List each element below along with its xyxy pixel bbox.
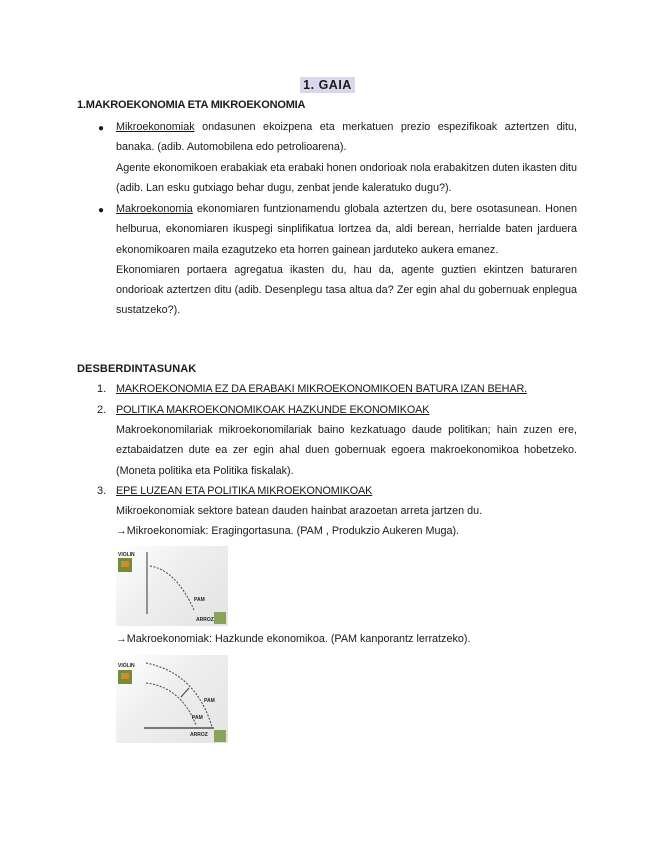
y-axis-label: VIOLIN: [118, 552, 135, 558]
list-item-title: MAKROEKONOMIA EZ DA ERABAKI MIKROEKONOMIKOEN BATURA IZAN BEHAR.: [116, 383, 528, 395]
term-mikroekonomiak: Mikroekonomiak: [116, 121, 195, 133]
bullet-mikroekonomia: Mikroekonomiak ondasunen ekoizpena eta merkatuen prezio espezifikoak aztertzen ditu, banaka. (adib. Automobilena edo petrolioarena). Agente ekonomikoen erabakiak eta erabaki honen ondorioak nola erabakitzen duten ikasten ditu (adib. Lan esku gutxiago behar dugu, zenbat jende kaleratuko dugu?).: [116, 121, 577, 194]
list-item-text: Mikroekonomiak sektore batean dauden hainbat arazoetan arreta jartzen du.: [116, 505, 483, 517]
section-heading-desberdintasunak: DESBERDINTASUNAK: [77, 363, 197, 375]
bullet-icon: ●: [98, 123, 105, 134]
ppf-figure-macro: [116, 655, 228, 743]
y-axis-label: VIOLIN: [118, 663, 135, 669]
term-makroekonomia: Makroekonomia: [116, 203, 193, 215]
list-number: 2.: [97, 404, 107, 416]
rice-thumbnail-icon: [214, 730, 226, 742]
x-axis-label: ARROZ: [196, 617, 214, 623]
curve-label-inner: PAM: [192, 715, 203, 721]
rice-thumbnail-icon: [214, 612, 226, 624]
list-item-text: Makroekonomilariak mikroekonomilariak baino kezkatuago daude politikan; hain zuzen ere, eztabaidatzen dute ea zer egin ahal duen gobernuak egoera makroekonomikoa hobetzeko. (Moneta politika eta Politika fiskalak).: [116, 424, 577, 477]
macro-note: →Makroekonomiak: Hazkunde ekonomikoa. (PAM kanporantz lerratzeko).: [116, 633, 471, 645]
list-number: 1.: [97, 383, 107, 395]
page-title: 1. GAIA: [0, 76, 655, 94]
bullet-makroekonomia: Makroekonomia ekonomiaren funtzionamendu globala aztertzen du, bere osotasunean. Honen helburua, ekonomiaren ikuspegi sinplifikatua lortzea da, aldi berean, herrialde baten jarduera ekonomikoaren maila ezagutzeko eta horren gainean jarduteko aukera emanez. Ekonomiaren portaera agregatua ikasten du, hau da, agente guztien ekintzen baturaren ondorioak aztertzen ditu (adib. Desenplegu tasa altua da? Zer egin ahal du gobernuak enplegua sustatzeko?).: [116, 203, 577, 317]
x-axis-label: ARROZ: [190, 732, 208, 738]
section-heading-1: 1.MAKROEKONOMIA ETA MIKROEKONOMIA: [77, 99, 306, 111]
micro-note: →Mikroekonomiak: Eragingortasuna. (PAM , Produkzio Aukeren Muga).: [116, 525, 460, 537]
curve-label: PAM: [194, 597, 205, 603]
list-item-title: EPE LUZEAN ETA POLITIKA MIKROEKONOMIKOAK: [116, 485, 373, 497]
curve-label-outer: PAM: [204, 698, 215, 704]
list-item-title: POLITIKA MAKROEKONOMIKOAK HAZKUNDE EKONOMIKOAK: [116, 404, 430, 416]
ppf-figure-micro: [116, 546, 228, 626]
bullet-icon: ●: [98, 205, 105, 216]
list-number: 3.: [97, 485, 107, 497]
